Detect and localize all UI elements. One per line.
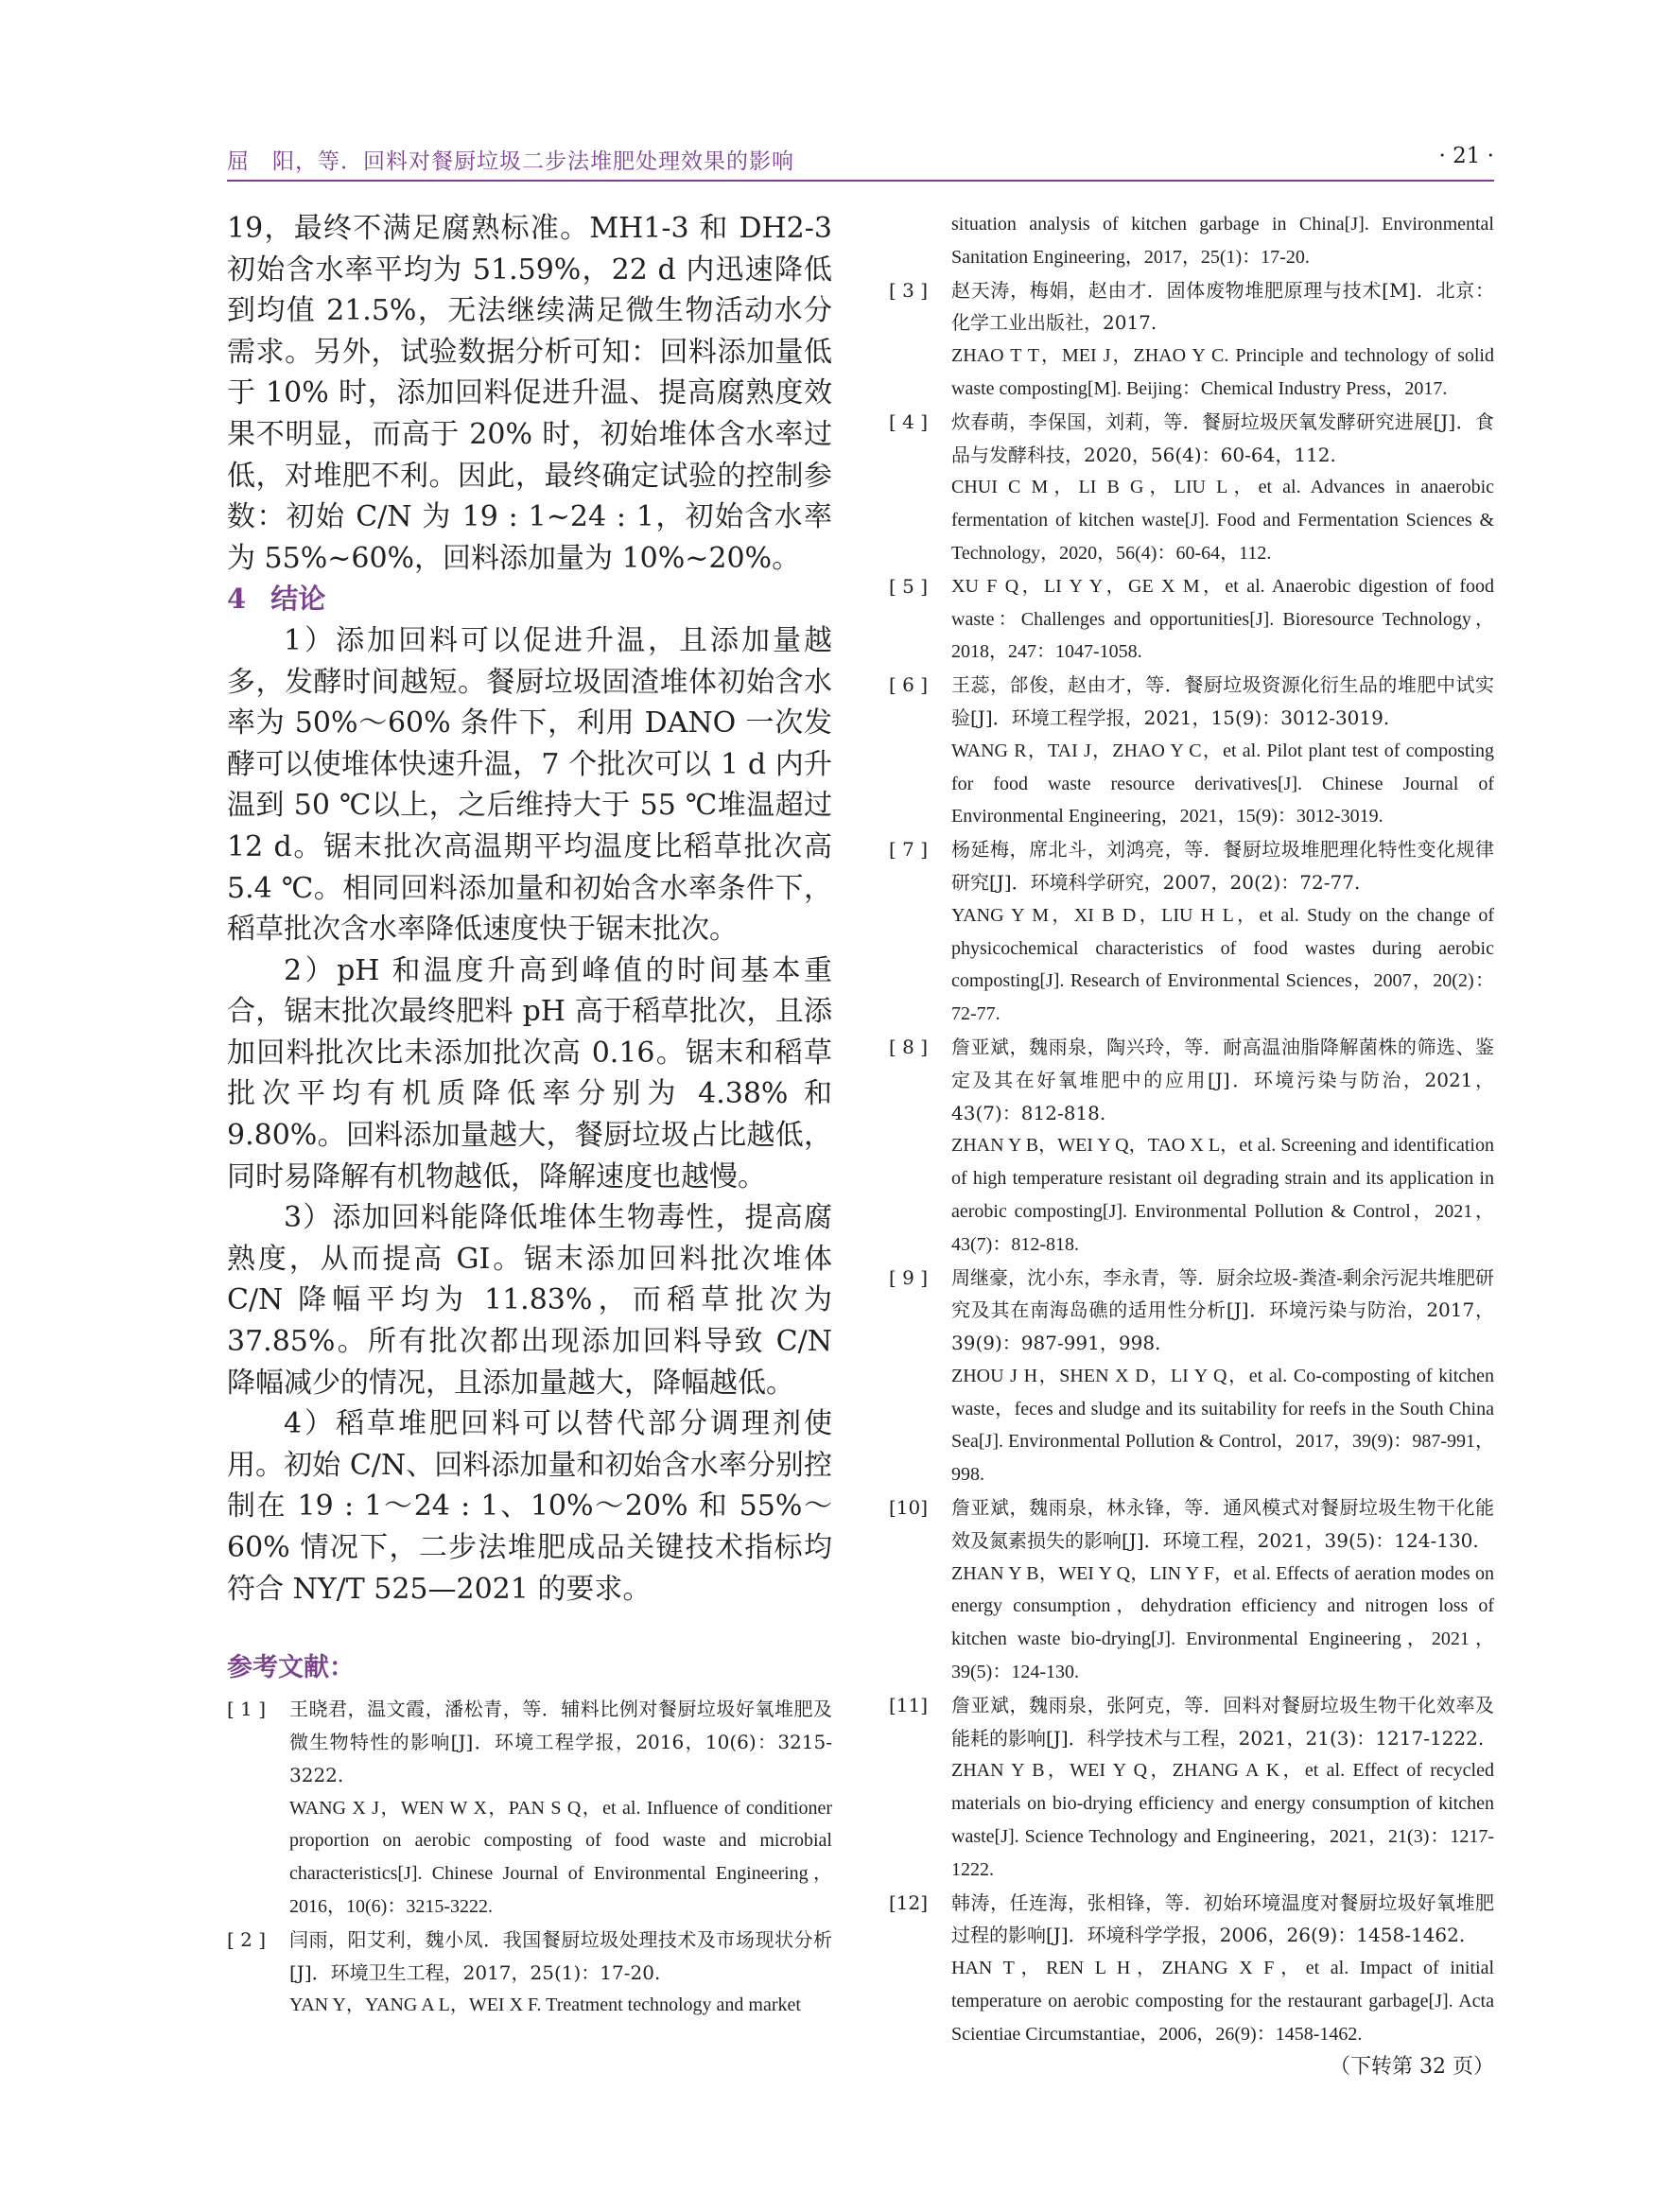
- reference-number: [ 6 ]: [889, 673, 929, 697]
- conclusion-paragraph-3: 3）添加回料能降低堆体生物毒性，提高腐熟度，从而提高 GI。锯末添加回料批次堆体 C/N 降幅平均为 11.83%，而稻草批次为 37.85%。所有批次都出现添加回料导致 C/N 降幅减少的情况，且添加量越大，降幅越低。: [227, 1201, 832, 1400]
- reference-item: [889, 1689, 1494, 1887]
- reference-number: [11]: [889, 1693, 929, 1716]
- body-paragraph: 19，最终不满足腐熟标准。MH1-3 和 DH2-3 初始含水率平均为 51.59%，22 d 内迅速降低到均值 21.5%，无法继续满足微生物活动水分需求。另外，试验数据分析可知：回料添加量低于 10% 时，添加回料促进升温、提高腐熟度效果不明显，而高于 20% 时，初始堆体含水率过低，对堆肥不利。因此，最终确定试验的控制参数：初始 C/N 为 19 : 1~24 : 1，初始含水率为 55%~60%，回料添加量为 10%~20%。: [227, 212, 832, 575]
- continued-note: （下转第 32 页）: [1330, 2055, 1494, 2079]
- reference-english: ZHOU J H，SHEN X D，LI Y Q，et al. Co-composting of kitchen waste，feces and sludge and its suitability for reefs in the South China Sea[J]. Environmental Pollution & Control，2017，39(9)：987-991，998.: [951, 1365, 1494, 1486]
- reference-english: XU F Q，LI Y Y，GE X M，et al. Anaerobic digestion of food waste：Challenges and opportunities[J]. Bioresource Technology，2018，247：1047-1058.: [951, 575, 1494, 663]
- left-column: [227, 208, 832, 2022]
- reference-number: [10]: [889, 1496, 929, 1520]
- references-heading: 参考文献：: [227, 1653, 355, 1683]
- reference-number: [ 8 ]: [889, 1035, 929, 1058]
- right-column: [889, 208, 1494, 2051]
- conclusion-paragraph-4: 4）稻草堆肥回料可以替代部分调理剂使用。初始 C/N、回料添加量和初始含水率分别控制在 19 : 1～24 : 1、10%～20% 和 55%～60% 情况下，二步法堆肥成品关键技术指标均符合 NY/T 525—2021 的要求。: [227, 1407, 832, 1606]
- reference-english: WANG R，TAI J，ZHAO Y C，et al. Pilot plant test of composting for food waste resource derivatives[J]. Chinese Journal of Environmental Engineering，2021，15(9)：3012-3019.: [951, 740, 1494, 827]
- section-number: 4: [227, 583, 247, 616]
- reference-english: ZHAN Y B，WEI Y Q，LIN Y F，et al. Effects of aeration modes on energy consumption，dehydration efficiency and nitrogen loss of kitchen waste bio-drying[J]. Environmental Engineering，2021，39(5)：124-130.: [951, 1562, 1494, 1683]
- reference-chinese: 詹亚斌，魏雨泉，林永锋，等．通风模式对餐厨垃圾生物干化能效及氮素损失的影响[J]．环境工程，2021，39(5)：124-130.: [951, 1496, 1494, 1552]
- reference-chinese: 詹亚斌，魏雨泉，陶兴玲，等．耐高温油脂降解菌株的筛选、鉴定及其在好氧堆肥中的应用[J]．环境污染与防治，2021，43(7)：812-818.: [951, 1035, 1494, 1124]
- reference-chinese: 王蕊，郃俊，赵由才，等．餐厨垃圾资源化衍生品的堆肥中试实验[J]．环境工程学报，2021，15(9)：3012-3019.: [951, 673, 1494, 729]
- reference-item: [889, 833, 1494, 1031]
- reference-item: [889, 1031, 1494, 1262]
- reference-item-continued: [889, 208, 1494, 274]
- reference-number: [ 3 ]: [889, 278, 929, 302]
- reference-item: [889, 1262, 1494, 1492]
- section-heading-conclusion: [227, 579, 832, 620]
- reference-item: [889, 1887, 1494, 2051]
- reference-chinese: 韩涛，任连海，张相锋，等．初始环境温度对餐厨垃圾好氧堆肥过程的影响[J]．环境科学学报，2006，26(9)：1458-1462.: [951, 1890, 1494, 1947]
- reference-english: WANG X J，WEN W X，PAN S Q，et al. Influence of conditioner proportion on aerobic composting of food waste and microbial characteristics[J]. Chinese Journal of Environmental Engineering，2016，10(6)：3215-3222.: [289, 1797, 832, 1917]
- reference-number: [ 1 ]: [227, 1698, 267, 1721]
- running-header: [227, 140, 1494, 182]
- reference-item: [889, 669, 1494, 833]
- reference-number: [ 4 ]: [889, 409, 929, 433]
- running-title: 屈 阳，等．回料对餐厨垃圾二步法堆肥处理效果的影响: [227, 149, 794, 174]
- reference-chinese: 周继豪，沈小东，李永青，等．厨余垃圾-粪渣-剩余污泥共堆肥研究及其在南海岛礁的适用性分析[J]．环境污染与防治，2017，39(9)：987-991，998.: [951, 1265, 1494, 1355]
- reference-item: [889, 1491, 1494, 1689]
- reference-number: [ 9 ]: [889, 1265, 929, 1289]
- reference-item: [889, 406, 1494, 570]
- reference-english: HAN T，REN L H，ZHANG X F，et al. Impact of initial temperature on aerobic composting for the restaurant garbage[J]. Acta Scientiae Circumstantiae，2006，26(9)：1458-1462.: [951, 1958, 1494, 2045]
- reference-english: ZHAN Y B，WEI Y Q，TAO X L，et al. Screening and identification of high temperature resistant oil degrading strain and its application in aerobic composting[J]. Environmental Pollution & Control，2021，43(7)：812-818.: [951, 1135, 1494, 1255]
- reference-number: [12]: [889, 1890, 929, 1914]
- reference-english: YAN Y，YANG A L，WEI X F. Treatment technology and market: [289, 1994, 801, 2016]
- reference-chinese: 杨延梅，席北斗，刘鸿亮，等．餐厨垃圾堆肥理化特性变化规律研究[J]．环境科学研究，2007，20(2)：72-77.: [951, 838, 1494, 894]
- reference-item: [227, 1693, 832, 1924]
- section-title: 结论: [270, 583, 326, 616]
- reference-chinese: 王晓君，温文霞，潘松青，等．辅料比例对餐厨垃圾好氧堆肥及微生物特性的影响[J]．环境工程学报，2016，10(6)：3215-3222.: [289, 1698, 832, 1786]
- conclusion-paragraph-2: 2）pH 和温度升高到峰值的时间基本重合，锯末批次最终肥料 pH 高于稻草批次，且添加回料批次比未添加批次高 0.16。锯末和稻草批次平均有机质降低率分别为 4.38% 和 9.80%。回料添加量越大，餐厨垃圾占比越低，同时易降解有机物越低，降解速度也越慢。: [227, 953, 832, 1193]
- reference-english: CHUI C M，LI B G，LIU L，et al. Advances in anaerobic fermentation of kitchen waste[J]. Food and Fermentation Sciences & Technology，2020，56(4)：60-64，112.: [951, 477, 1494, 564]
- reference-english: YANG Y M，XI B D，LIU H L，et al. Study on the change of physicochemical characteristics of food wastes during aerobic composting[J]. Research of Environmental Sciences，2007，20(2)：72-77.: [951, 904, 1494, 1025]
- conclusion-paragraph-1: 1）添加回料可以促进升温，且添加量越多，发酵时间越短。餐厨垃圾固渣堆体初始含水率为 50%～60% 条件下，利用 DANO 一次发酵可以使堆体快速升温，7 个批次可以 1 d 内升温到 50 ℃以上，之后维持大于 55 ℃堆温超过 12 d。锯末批次高温期平均温度比稻草批次高 5.4 ℃。相同回料添加量和初始含水率条件下，稻草批次含水率降低速度快于锯末批次。: [227, 623, 832, 947]
- reference-english: ZHAN Y B，WEI Y Q，ZHANG A K，et al. Effect of recycled materials on bio-drying efficiency and energy consumption of kitchen waste[J]. Science Technology and Engineering，2021，21(3)：1217-1222.: [951, 1760, 1494, 1880]
- reference-english: situation analysis of kitchen garbage in China[J]. Environmental Sanitation Engineering，2017，25(1)：17-20.: [951, 214, 1494, 268]
- reference-item: [889, 570, 1494, 669]
- reference-number: [ 7 ]: [889, 838, 929, 862]
- reference-chinese: 詹亚斌，魏雨泉，张阿克，等．回料对餐厨垃圾生物干化效率及能耗的影响[J]．科学技术与工程，2021，21(3)：1217-1222.: [951, 1693, 1494, 1750]
- reference-item: [889, 274, 1494, 406]
- reference-item: [227, 1924, 832, 2022]
- reference-number: [ 2 ]: [227, 1927, 267, 1951]
- reference-chinese: 闫雨，阳艾利，魏小凤．我国餐厨垃圾处理技术及市场现状分析[J]．环境卫生工程，2017，25(1)：17-20.: [289, 1927, 832, 1984]
- reference-chinese: 赵天涛，梅娟，赵由才．固体废物堆肥原理与技术[M]．北京：化学工业出版社，2017.: [951, 278, 1494, 335]
- reference-chinese: 炊春萌，李保国，刘莉，等．餐厨垃圾厌氧发酵研究进展[J]．食品与发酵科技，2020，56(4)：60-64，112.: [951, 409, 1494, 466]
- reference-english: ZHAO T T，MEI J，ZHAO Y C. Principle and technology of solid waste composting[M]. Beijing：Chemical Industry Press，2017.: [951, 345, 1494, 399]
- page-number: · 21 ·: [1438, 144, 1494, 168]
- reference-number: [ 5 ]: [889, 574, 929, 598]
